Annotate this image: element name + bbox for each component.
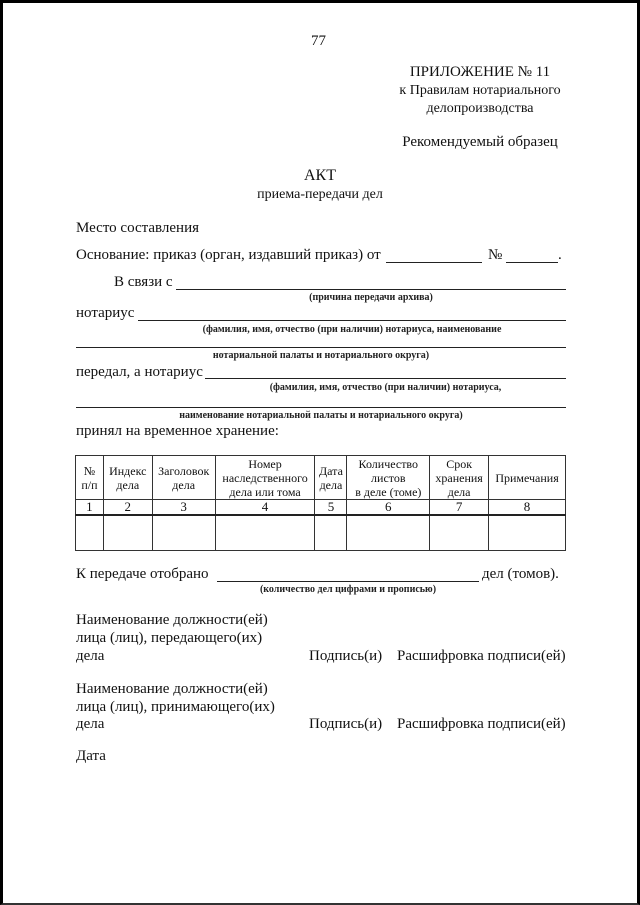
column-number: 8 (489, 500, 566, 516)
receiver-field[interactable] (205, 378, 566, 379)
table-cell[interactable] (152, 515, 215, 551)
column-number: 6 (347, 500, 430, 516)
table-cell[interactable] (430, 515, 489, 551)
column-number: 7 (430, 500, 489, 516)
basis-number-field[interactable] (506, 262, 558, 263)
receiver-position-line2: лица (лиц), принимающего(их) (76, 699, 275, 715)
header-index: Индекс дела (103, 456, 152, 500)
transferor-decoding-label: Расшифровка подписи(ей) (397, 648, 566, 664)
appendix-rules-line1: к Правилам нотариального (399, 83, 561, 98)
header-number: № п/п (76, 456, 104, 500)
accepted-label: принял на временное хранение: (76, 423, 279, 439)
transferor-position-line1: Наименование должности(ей) (76, 612, 268, 628)
basis-period: . (558, 247, 562, 263)
column-number: 4 (215, 500, 315, 516)
table-cell[interactable] (347, 515, 430, 551)
summary-suffix: дел (томов). (482, 566, 559, 582)
appendix-rules-line2: делопроизводства (426, 101, 534, 116)
header-title: Заголовок дела (152, 456, 215, 500)
header-retention: Срок хранения дела (430, 456, 489, 500)
document-title: АКТ (304, 167, 336, 184)
date-label: Дата (76, 748, 106, 764)
recommended-sample: Рекомендуемый образец (402, 134, 558, 150)
header-date: Дата дела (315, 456, 347, 500)
header-case-number: Номер наследственного дела или тома (215, 456, 315, 500)
table-cell[interactable] (215, 515, 315, 551)
document-subtitle: приема-передачи дел (257, 187, 383, 202)
header-sheets: Количество листов в деле (томе) (347, 456, 430, 500)
column-number: 5 (315, 500, 347, 516)
table-row (76, 515, 566, 551)
column-number: 1 (76, 500, 104, 516)
transferor-position-line3: дела (76, 648, 105, 664)
transferor-signature-label: Подпись(и) (309, 648, 383, 664)
column-number: 2 (103, 500, 152, 516)
summary-caption: (количество дел цифрами и прописью) (259, 584, 437, 595)
notary-caption-1: (фамилия, имя, отчество (при наличии) нотариуса, наименование (202, 324, 502, 335)
cases-table (75, 455, 566, 551)
basis-label: Основание: приказ (орган, издавший приказ) от (76, 247, 381, 263)
receiver-decoding-label: Расшифровка подписи(ей) (397, 716, 566, 732)
table-cell[interactable] (489, 515, 566, 551)
table-cell[interactable] (315, 515, 347, 551)
reason-label: В связи с (114, 274, 173, 290)
basis-number-sign: № (488, 247, 503, 263)
receiver-position-line3: дела (76, 716, 105, 732)
receiver-caption-1: (фамилия, имя, отчество (при наличии) нотариуса, (269, 382, 502, 393)
header-notes: Примечания (489, 456, 566, 500)
notary-field-line2[interactable] (76, 347, 566, 348)
summary-label: К передаче отобрано (76, 566, 209, 582)
table-column-numbers-row (76, 500, 566, 516)
table-cell[interactable] (76, 515, 104, 551)
receiver-field-line2[interactable] (76, 407, 566, 408)
table-header-row (76, 456, 566, 500)
notary-label: нотариус (76, 305, 135, 321)
table-cell[interactable] (103, 515, 152, 551)
reason-field[interactable] (176, 289, 566, 290)
basis-date-field[interactable] (386, 262, 482, 263)
receiver-caption-2: наименование нотариальной палаты и нотариального округа) (179, 410, 463, 421)
reason-caption: (причина передачи архива) (309, 292, 433, 303)
transferred-label: передал, а нотариус (76, 364, 203, 380)
notary-caption-2: нотариальной палаты и нотариального округа) (212, 350, 430, 361)
receiver-signature-label: Подпись(и) (309, 716, 383, 732)
appendix-title: ПРИЛОЖЕНИЕ № 11 (409, 64, 551, 80)
notary-field[interactable] (138, 320, 566, 321)
summary-count-field[interactable] (217, 581, 479, 582)
receiver-position-line1: Наименование должности(ей) (76, 681, 268, 697)
transferor-position-line2: лица (лиц), передающего(их) (76, 630, 263, 646)
column-number: 3 (152, 500, 215, 516)
page-number: 77 (311, 33, 326, 49)
place-label: Место составления (76, 220, 200, 236)
